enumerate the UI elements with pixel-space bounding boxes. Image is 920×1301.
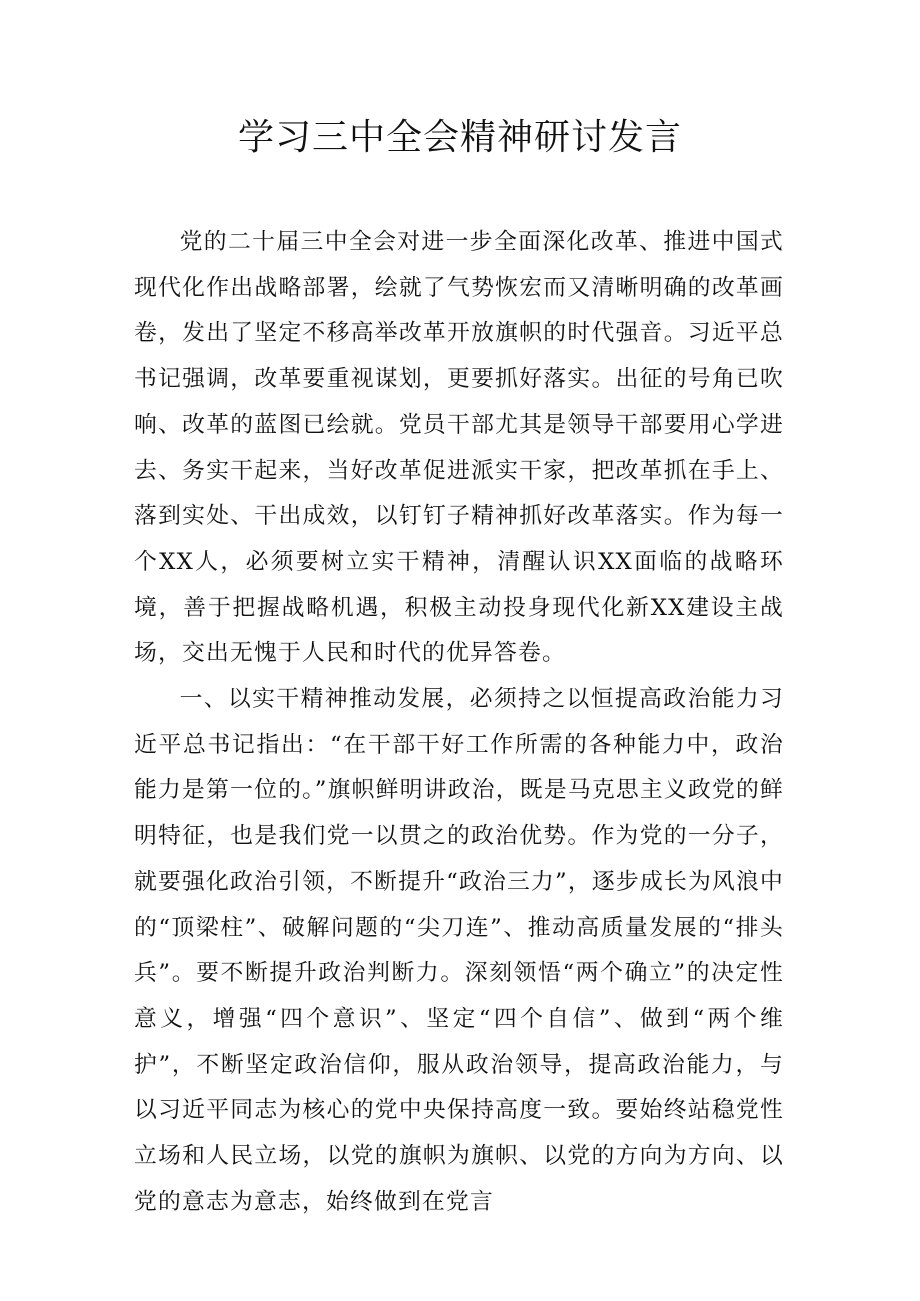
body-paragraph-section-one: 一、以实干精神推动发展，必须持之以恒提高政治能力习近平总书记指出：“在干部干好工作所需的各种能力中，政治能力是第一位的。”旗帜鲜明讲政治，既是马克思主义政党的鲜明特征，也是我们党一以贯之的政治优势。作为党的一分子，就要强化政治引领，不断提升“政治三力”，逐步成长为风浪中的“顶梁柱”、破解问题的“尖刀连”、推动高质量发展的“排头兵”。要不断提升政治判断力。深刻领悟“两个确立”的决定性意义，增强“四个意识”、坚定“四个自信”、做到“两个维护”，不断坚定政治信仰，服从政治领导，提高政治能力，与以习近平同志为核心的党中央保持高度一致。要始终站稳党性立场和人民立场，以党的旗帜为旗帜、以党的方向为方向、以党的意志为意志，始终做到在党言 bbox=[134, 686, 784, 1215]
document-body bbox=[134, 220, 784, 1225]
document-title: 学习三中全会精神研讨发言 bbox=[237, 117, 682, 158]
body-paragraph-intro: 党的二十届三中全会对进一步全面深化改革、推进中国式现代化作出战略部署，绘就了气势恢宏而又清晰明确的改革画卷，发出了坚定不移高举改革开放旗帜的时代强音。习近平总书记强调，改革要重视谋划，更要抓好落实。出征的号角已吹响、改革的蓝图已绘就。党员干部尤其是领导干部要用心学进去、务实干起来，当好改革促进派实干家，把改革抓在手上、落到实处、干出成效，以钉钉子精神抓好改革落实。作为每一个XX人，必须要树立实干精神，清醒认识XX面临的战略环境，善于把握战略机遇，积极主动投身现代化新XX建设主战场，交出无愧于人民和时代的优异答卷。 bbox=[134, 229, 784, 667]
